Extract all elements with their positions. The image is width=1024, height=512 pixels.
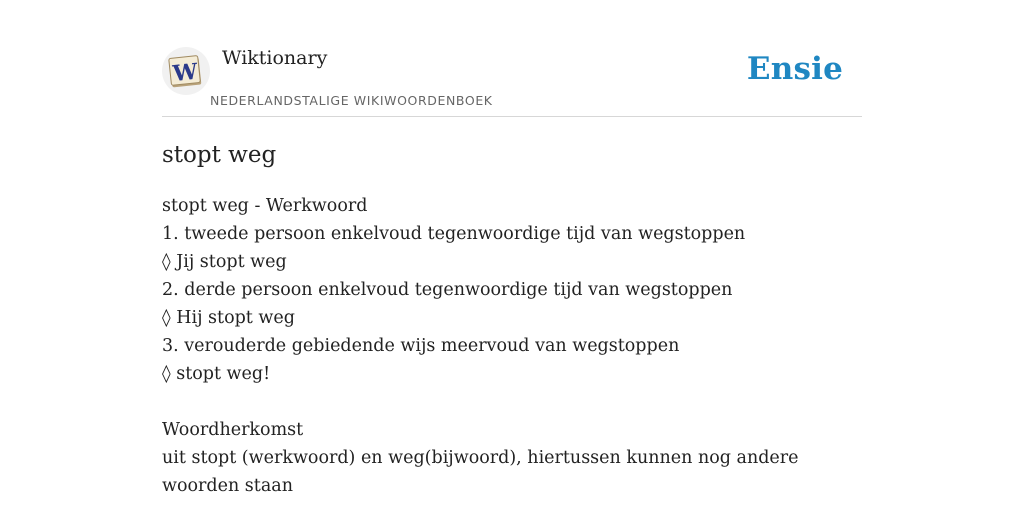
page-container [162,0,862,496]
ensie-brand-logo[interactable]: Ensie [746,51,843,87]
sense-definition: 2. derde persoon enkelvoud tegenwoordige tijd van wegstoppen [162,280,733,300]
sense-definition: 3. verouderde gebiedende wijs meervoud van wegstoppen [162,336,680,356]
site-subtitle: NEDERLANDSTALIGE WIKIWOORDENBOEK [210,93,493,108]
entry-heading: stopt weg - Werkwoord [162,196,368,216]
sense-definition: 1. tweede persoon enkelvoud tegenwoordige tijd van wegstoppen [162,224,746,244]
sense-example: ◊ Jij stopt weg [162,252,287,272]
wiktionary-logo-icon[interactable] [162,47,210,95]
site-name[interactable]: Wiktionary [222,47,328,69]
etymology-text: uit stopt (werkwoord) en weg(bijwoord), hiertussen kunnen nog andere woorden staan [162,448,799,496]
entry-content [162,192,862,500]
sense-example: ◊ stopt weg! [162,364,271,384]
svg-text:W: W [171,58,199,88]
site-header [162,0,862,117]
spacer [162,388,862,416]
page-title: stopt weg [162,142,277,168]
sense-example: ◊ Hij stopt weg [162,308,295,328]
etymology-heading: Woordherkomst [162,420,304,440]
